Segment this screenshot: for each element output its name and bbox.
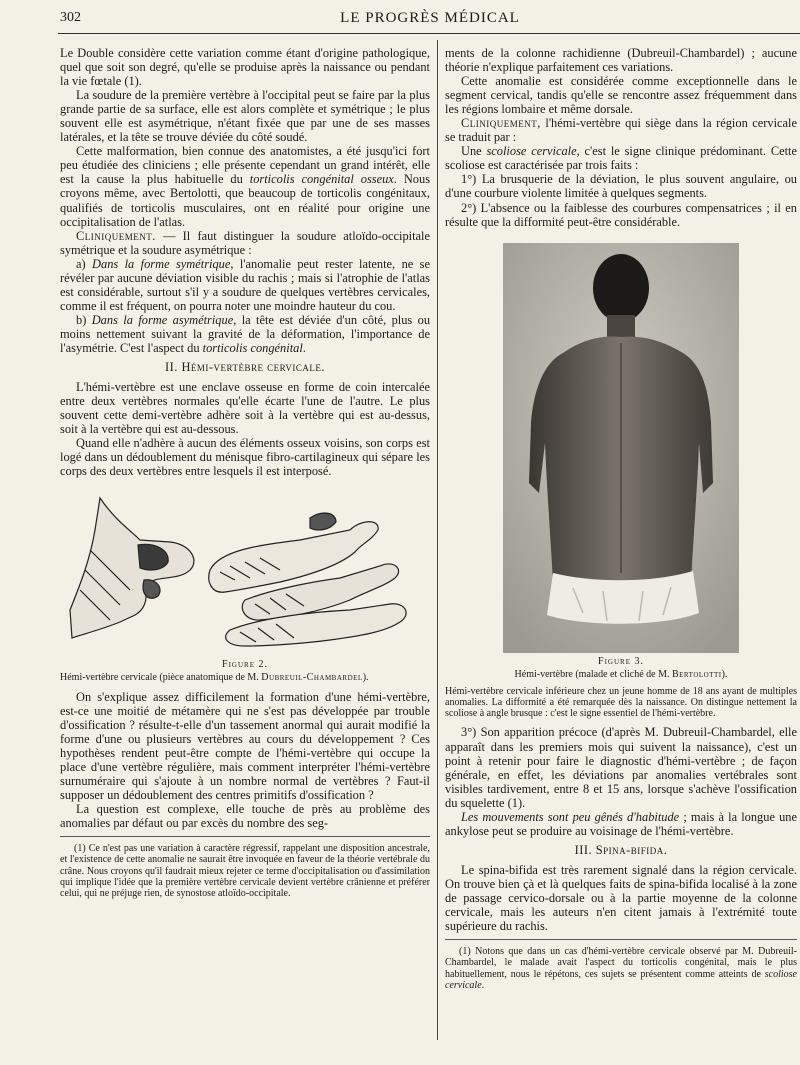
emphasis: torticolis congénital osseux xyxy=(249,172,394,187)
figure-2-caption: Hémi-vertèbre cervicale (pièce anatomique de M. Dubreuil-Chambardel). xyxy=(60,672,369,684)
section-heading: II. Hémi-vertèbre cervicale. xyxy=(165,360,325,375)
right-column xyxy=(445,46,797,991)
figure-2-illustration xyxy=(60,490,430,656)
section-heading: III. Spina-bifida. xyxy=(574,842,668,857)
figure-3-caption: Hémi-vertèbre (malade et cliché de M. Bertolotti). xyxy=(514,668,728,680)
paragraph: La question est complexe, elle touche de près au problème des anomalies par défaut ou par excès du nombre des seg- xyxy=(60,802,430,831)
left-column xyxy=(60,46,430,900)
paragraph: Quand elle n'adhère à aucun des éléments osseux voisins, son corps est logé dans un dédoublement du ménisque fibro-cartilagineux qui sépare les corps des deux vertèbres entre lesquels il est interposé. xyxy=(60,436,430,479)
run-in-heading: Cliniquement. xyxy=(76,228,156,243)
paragraph: b) Dans la forme asymétrique, la tête est déviée d'un côté, plus ou moins nettement suivant la gravité de la déformation, l'importance de l'asymétrie. C'est l'aspect du torticolis congénital. xyxy=(60,312,431,355)
figure-3-description: Hémi-vertèbre cervicale inférieure chez un jeune homme de 18 ans ayant de multiples anomalies. La difformité a été remarquée dès la naissance. On distingue nettement la scoliose à angle brusque : c'est le signe essentiel de l'hémi-vertèbre. xyxy=(445,685,797,720)
journal-title: LE PROGRÈS MÉDICAL xyxy=(340,10,520,26)
paragraph: La soudure de la première vertèbre à l'occipital peut se faire par la plus grande partie de sa surface, elle est alors complète et symétrique ; le plus souvent elle est asymétrique, n'étant fixée que par une de ses masses latérales, et la tête se trouve déviée du côté soudé. xyxy=(60,88,430,145)
paragraph: a) Dans la forme symétrique, l'anomalie peut rester latente, ne se révéler par aucune déviation visible du rachis ; mais si l'atrophie de l'atlas est considérable, surtout s'il y a soudure de quelques vertèbres cervicales, comme il est fréquent, on pourra noter une moindre hauteur du cou. xyxy=(60,256,430,313)
page-header xyxy=(60,10,800,32)
paragraph: Cette malformation, bien connue des anatomistes, a été jusqu'ici fort peu étudiée des cliniciens ; elle présente cependant un grand intérêt, elle est la cause la plus habituelle du torticolis congénital osseux. Nous croyons même, avec Bertolotti, que beaucoup de torticolis congénitaux, qualifiés de torticolis musculaires, ont en réalité pour origine une occipitalisation de l'atlas. xyxy=(60,144,431,229)
run-in-heading: Cliniquement, xyxy=(461,116,541,131)
paragraph: Cliniquement, l'hémi-vertèbre qui siège dans la région cervicale se traduit par : xyxy=(445,116,797,145)
paragraph: Cette anomalie est considérée comme exceptionnelle dans le segment cervical, tandis qu'elle se rencontre assez fréquemment dans les régions lombaire et même dorsale. xyxy=(445,74,797,117)
paragraph: Le Double considère cette variation comme étant d'origine pathologique, quel que soit son degré, qu'elle se produise après la naissance ou pendant la vie fœtale (1). xyxy=(60,46,430,89)
paragraph: 2°) L'absence ou la faiblesse des courbures compensatrices ; il en résulte que la difformité peut-être considérable. xyxy=(445,200,797,229)
header-rule xyxy=(58,33,800,34)
paragraph: On s'explique assez difficilement la formation d'une hémi-vertèbre, est-ce une moitié de métamère qui ne s'est pas développée par trouble d'ossification ? résulte-t-elle d'un tassement anormal qui aurait modifié la forme d'une ou plusieurs vertèbres au cours du développement ? Ces hypothèses rendent peut-être compte de l'hémi-vertèbre qui occupe la place d'une vertèbre régulière, mais comment interpréter l'hémi-vertèbre surnuméraire qui s'ajoute à un nombre normal de vertèbres ? Faut-il supposer un dédoublement des centres primitifs d'ossification ? xyxy=(60,689,430,802)
paragraph: Le spina-bifida est très rarement signalé dans la région cervicale. On trouve bien çà et là quelques faits de spina-bifida localisé à la zone de passage cervico-dorsale ou à la partie moyenne de la colonne cervicale, mais les auteurs n'en citent jamais à l'extrémité toute supérieure du rachis. xyxy=(445,862,797,934)
paragraph: Une scoliose cervicale, c'est le signe clinique prédominant. Cette scoliose est caractérisée par trois faits : xyxy=(445,144,797,173)
page-number: 302 xyxy=(60,10,81,25)
paragraph: L'hémi-vertèbre est une enclave osseuse en forme de coin intercalée entre deux vertèbres normales qu'elle écarte l'une de l'autre. Le plus souvent cette demi-vertèbre adhère soit à la vertèbre qui est au-dessus, soit à la vertèbre qui est au-dessous. xyxy=(60,380,430,437)
figure-3-photograph xyxy=(503,243,739,653)
figure-3-label: Figure 3. xyxy=(598,655,644,667)
paragraph: Cliniquement. — Il faut distinguer la soudure atloïdo-occipitale symétrique et la soudure asymétrique : xyxy=(60,228,430,257)
figure-2-label: Figure 2. xyxy=(222,659,268,671)
paragraph: 1°) La brusquerie de la déviation, le plus souvent angulaire, ou d'une courbure violente limitée à quelques segments. xyxy=(445,172,797,201)
footnote-left: (1) Ce n'est pas une variation à caractère régressif, rappelant une disposition ancestrale, et l'existence de cette anomalie ne saurait être invoquée en faveur de la théorie vertébrale du crâne. Nous croyons qu'il faudrait mieux rejeter ce terme d'occipitalisation ou d'assimilation qui implique l'idée que la première vertèbre cervicale devient vertèbre crânienne et préférer celui, qui ne préjuge rien, de synostose atloïdo-occipitale. xyxy=(60,836,430,899)
column-divider xyxy=(437,40,438,1040)
paragraph: ments de la colonne rachidienne (Dubreuil-Chambardel) ; aucune théorie n'explique parfaitement ces variations. xyxy=(445,46,797,75)
paragraph: 3°) Son apparition précoce (d'après M. Dubreuil-Chambardel, elle apparaît dans les premiers mois qui suivent la naissance), c'est un point à retenir pour faire le diagnostic d'hémi-vertèbre ; de façon générale, en effet, les déviations par anomalies vertébrales sont visibles tardivement, entre 8 et 15 ans, lorsque s'achève l'ossification du squelette (1). xyxy=(445,725,797,810)
paragraph: Les mouvements sont peu gênés d'habitude ; mais à la longue une ankylose peut se produire au voisinage de l'hémi-vertèbre. xyxy=(445,809,797,838)
footnote-right: (1) Notons que dans un cas d'hémi-vertèbre cervicale observé par M. Dubreuil-Chambardel, le malade avait l'aspect du torticolis congénital, mais le plus habituellement, nous le répétons, ces sujets se présentent comme atteints de scoliose cervicale. xyxy=(445,939,797,991)
